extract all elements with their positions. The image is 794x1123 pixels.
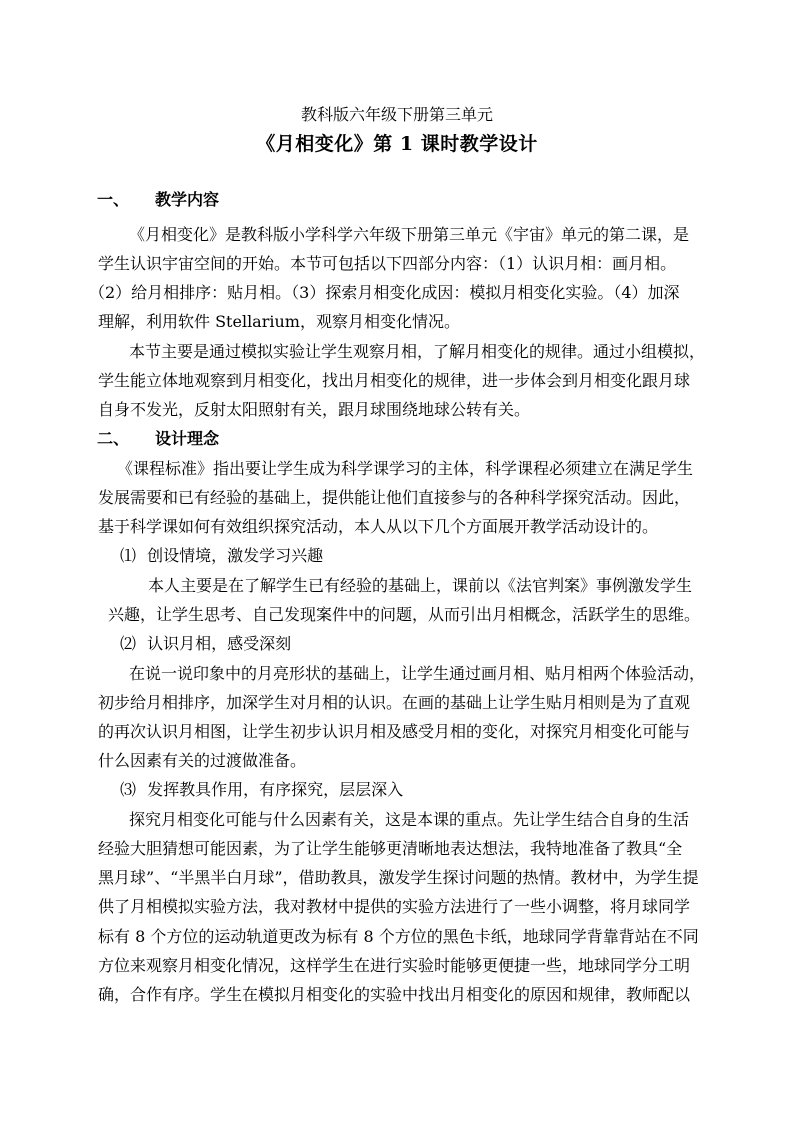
paragraph-line: 发展需要和已有经验的基础上，提供能让他们直接参与的各种科学探究活动。因此， bbox=[98, 488, 691, 507]
section-title: 设计理念 bbox=[155, 429, 220, 448]
paragraph-line: 自身不发光，反射太阳照射有关，跟月球围绕地球公转有关。 bbox=[98, 400, 531, 419]
paragraph-line: 本人主要是在了解学生已有经验的基础上，课前以《法官判案》事例激发学生 bbox=[148, 576, 693, 595]
paragraph-line: 在说一说印象中的月亮形状的基础上，让学生通过画月相、贴月相两个体验活动， bbox=[129, 664, 706, 683]
paragraph-line: 初步给月相排序，加深学生对月相的认识。在画的基础上让学生贴月相则是为了直观 bbox=[98, 693, 691, 712]
paragraph-line: 本节主要是通过模拟实验让学生观察月相，了解月相变化的规律。通过小组模拟， bbox=[129, 342, 706, 361]
subsection-number: ⑵ bbox=[120, 634, 137, 653]
subsection-heading bbox=[120, 546, 323, 566]
paragraph-line: 方位来观察月相变化情况，这样学生在进行实验时能够更便捷一些，地球同学分工明 bbox=[98, 956, 691, 975]
subsection-title: 创设情境，激发学习兴趣 bbox=[147, 546, 324, 565]
document-title: 《月相变化》第 1 课时教学设计 bbox=[256, 133, 538, 155]
subsection-number: ⑶ bbox=[120, 780, 137, 799]
paragraph-line: 《月相变化》是教科版小学科学六年级下册第三单元《宇宙》单元的第二课，是 bbox=[129, 225, 690, 244]
paragraph-line: 探究月相变化可能与什么因素有关，这是本课的重点。先让学生结合自身的生活 bbox=[129, 810, 690, 829]
paragraph-line: 的再次认识月相图，让学生初步认识月相及感受月相的变化，对探究月相变化可能与 bbox=[98, 722, 691, 741]
paragraph-line: 学生能立体地观察到月相变化，找出月相变化的规律，进一步体会到月相变化跟月球 bbox=[98, 371, 691, 390]
paragraph-line: 基于科学课如何有效组织探究活动，本人从以下几个方面展开教学活动设计的。 bbox=[98, 517, 659, 536]
paragraph-line: 经验大胆猜想可能因素，为了让学生能够更清晰地表达想法，我特地准备了教具“全 bbox=[98, 839, 683, 858]
paragraph-line: 《课程标准》指出要让学生成为科学课学习的主体，科学课程必须建立在满足学生 bbox=[117, 459, 694, 478]
subsection-title: 认识月相，感受深刻 bbox=[147, 634, 292, 653]
subsection-heading bbox=[120, 634, 291, 654]
paragraph-line: （2）给月相排序：贴月相。（3）探索月相变化成因：模拟月相变化实验。（4）加深 bbox=[89, 283, 680, 302]
section-number: 一、 bbox=[97, 190, 130, 209]
paragraph-line: 学生认识宇宙空间的开始。本节可包括以下四部分内容：（1）认识月相：画月相。 bbox=[98, 254, 677, 273]
paragraph-line: 供了月相模拟实验方法，我对教材中提供的实验方法进行了一些小调整，将月球同学 bbox=[98, 897, 691, 916]
paragraph-line: 兴趣，让学生思考、自己发现案件中的问题，从而引出月相概念，活跃学生的思维。 bbox=[108, 605, 701, 624]
paragraph-line: 确，合作有序。学生在模拟月相变化的实验中找出月相变化的原因和规律，教师配以 bbox=[98, 985, 691, 1004]
paragraph-line: 标有 8 个方位的运动轨道更改为标有 8 个方位的黑色卡纸，地球同学背靠背站在不同 bbox=[98, 927, 699, 946]
paragraph-line: 什么因素有关的过渡做准备。 bbox=[98, 751, 307, 770]
paragraph-line: 黑月球”、“半黑半白月球”，借助教具，激发学生探讨问题的热情。教材中，为学生提 bbox=[98, 868, 699, 887]
paragraph-line: 理解，利用软件 Stellarium，观察月相变化情况。 bbox=[98, 312, 460, 331]
section-number: 二、 bbox=[97, 429, 130, 448]
section-title: 教学内容 bbox=[155, 190, 220, 209]
subsection-title: 发挥教具作用，有序探究，层层深入 bbox=[147, 780, 404, 799]
subsection-number: ⑴ bbox=[120, 546, 137, 565]
subsection-heading bbox=[120, 780, 403, 800]
document-subtitle: 教科版六年级下册第三单元 bbox=[300, 105, 493, 124]
